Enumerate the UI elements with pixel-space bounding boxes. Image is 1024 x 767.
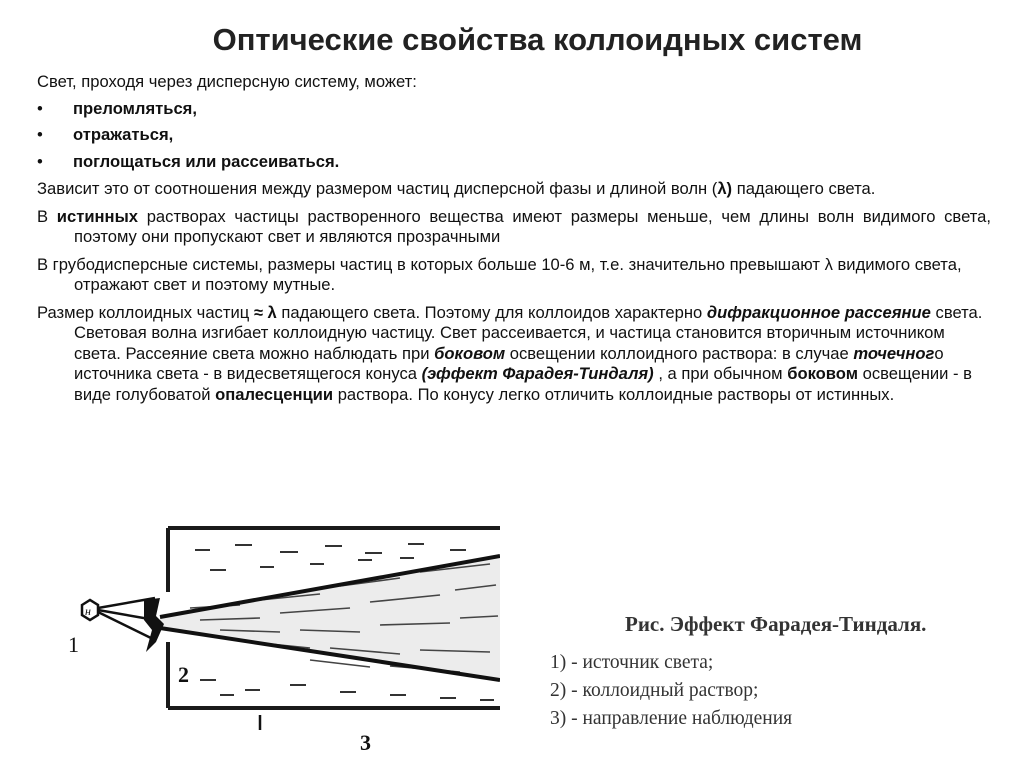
bullet-dot: • — [37, 151, 43, 171]
figure-caption — [550, 612, 926, 733]
para4-bold-italic: точечног — [853, 343, 935, 363]
figure-label-3: 3 — [360, 730, 371, 755]
para1-text: Зависит это от соотношения между размером частиц дисперсной фазы и длиной волн ( — [37, 179, 718, 198]
para4-bold-italic: дифракционное рассеяние — [706, 302, 931, 322]
lens-icon — [144, 598, 164, 652]
para4-bold: боковом — [787, 364, 858, 383]
bullet-text: поглощаться или рассеиваться. — [73, 151, 340, 171]
caption-item: 1) - источник света; — [550, 652, 714, 673]
paragraph-coarse-systems: В грубодисперсные системы, размеры частиц в которых больше 10-6 м, т.е. значительно превышают λ видимого света, отражают свет и поэтому мутные. — [37, 254, 962, 294]
para4-text: света. Световая волна изгибает коллоидную частицу. Свет рассеивается, и частица становится вторичным источником света. Рассеяние света можно наблюдать при — [74, 302, 983, 363]
bullet-text: отражаться, — [73, 125, 174, 144]
para4-bold: опалесценции — [215, 384, 334, 404]
para2-text-end: растворах частицы растворенного вещества имеют размеры меньше, чем длины волн видимого света, поэтому они пропускают свет и являются прозрачными — [74, 206, 991, 246]
paragraph-colloids — [37, 303, 991, 406]
tyndall-figure — [60, 520, 500, 765]
slide-title: Оптические свойства коллоидных систем — [212, 22, 863, 57]
para4-text: освещении - в виде голубоватой — [74, 364, 972, 404]
para1-text-end: падающего света. — [732, 179, 876, 198]
paragraph-wavelength — [37, 179, 991, 200]
light-source-mark: н — [85, 604, 91, 618]
para2-bold: истинных — [56, 206, 138, 226]
body-text — [37, 72, 991, 405]
bullet-dot: • — [37, 98, 43, 118]
para4-bold-italic: боковом — [434, 343, 506, 363]
para4-text: о источника света - в видесветящегося конуса — [74, 343, 944, 383]
paragraph-true-solutions — [37, 207, 991, 248]
caption-item: 2) - коллоидный раствор; — [550, 680, 759, 701]
para4-text: освещении коллоидного раствора: в случае — [505, 343, 854, 363]
bullet-item — [37, 99, 991, 120]
caption-title: Рис. Эффект Фарадея-Тиндаля. — [625, 612, 927, 636]
bullet-text: преломляться, — [73, 98, 197, 118]
para4-text: , а при обычном — [653, 364, 788, 383]
para2-text: В — [37, 206, 57, 226]
light-cone — [160, 556, 500, 680]
para4-text: Размер коллоидных частиц — [37, 302, 254, 322]
figure-label-1: 1 — [68, 632, 79, 657]
para4-text: раствора. По конусу легко отличить коллоидные растворы от истинных. — [333, 384, 895, 404]
intro-text: Свет, проходя через дисперсную систему, может: — [37, 72, 417, 91]
para4-bold-italic: (эффект Фарадея-Тиндаля) — [421, 364, 654, 383]
bullet-item — [37, 152, 991, 173]
para4-text: падающего света. Поэтому для коллоидов характерно — [276, 302, 707, 322]
bullet-item — [37, 125, 991, 146]
figure-label-2: 2 — [178, 662, 189, 687]
bullet-dot: • — [37, 125, 43, 144]
para4-bold: ≈ λ — [253, 302, 277, 322]
caption-item: 3) - направление наблюдения — [550, 708, 793, 729]
para1-bold: λ) — [717, 179, 733, 198]
